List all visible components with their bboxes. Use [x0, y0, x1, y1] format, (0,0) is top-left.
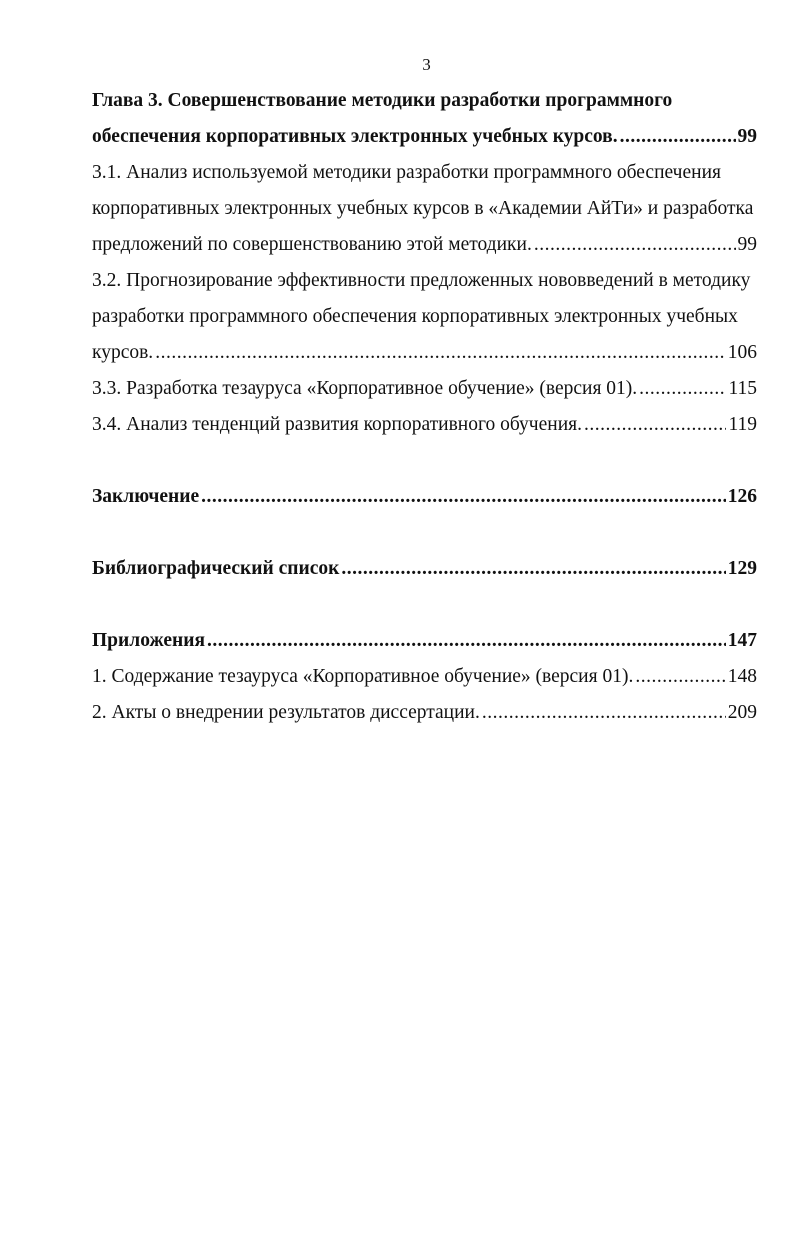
dot-leader — [620, 123, 736, 151]
toc-appendix-1-entry — [92, 663, 757, 699]
toc-bibliography-label: Библиографический список — [92, 558, 340, 579]
toc-bibliography-page: 129 — [727, 558, 757, 579]
toc-section-3-4-entry — [92, 411, 757, 447]
toc-conclusion-entry — [92, 483, 757, 519]
toc-appendices-label: Приложения — [92, 630, 206, 651]
toc-section-3-4-label: 3.4. Анализ тенденций развития корпоративного обучения. — [92, 414, 582, 435]
toc-section-3-1-line1: 3.1. Анализ используемой методики разработки программного обеспечения — [92, 162, 721, 183]
toc-appendix-1-label: 1. Содержание тезауруса «Корпоративное обучение» (версия 01). — [92, 666, 634, 687]
toc-chapter3-title-line1: Глава 3. Совершенствование методики разработки программного — [92, 90, 673, 111]
dot-leader — [207, 627, 726, 655]
toc-chapter3-title-line2: обеспечения корпоративных электронных учебных курсов. — [92, 126, 618, 147]
toc-section-3-3-page: 115 — [728, 378, 757, 399]
toc-bibliography-entry — [92, 555, 757, 591]
toc-appendix-1-page: 148 — [727, 666, 757, 687]
toc-appendix-2-entry — [92, 699, 757, 735]
dot-leader — [534, 231, 736, 259]
toc-section-3-2-line1: 3.2. Прогнозирование эффективности предложенных нововведений в методику — [92, 270, 751, 291]
toc-appendix-2-label: 2. Акты о внедрении результатов диссертации. — [92, 702, 480, 723]
toc-section-3-2-page: 106 — [727, 342, 757, 363]
toc-appendix-2-page: 209 — [727, 702, 757, 723]
dot-leader — [482, 699, 726, 727]
toc-appendices-entry — [92, 627, 757, 663]
page-number: 3 — [422, 55, 431, 74]
toc-conclusion-label: Заключение — [92, 486, 200, 507]
toc-section-3-1-line3: предложений по совершенствованию этой методики. — [92, 234, 532, 255]
toc-section-3-3-entry — [92, 375, 757, 411]
toc-section-3-2-line2: разработки программного обеспечения корпоративных электронных учебных — [92, 306, 738, 327]
dot-leader — [201, 483, 726, 511]
toc-section-3-3-label: 3.3. Разработка тезауруса «Корпоративное обучение» (версия 01). — [92, 378, 638, 399]
toc-chapter3-entry — [92, 123, 757, 159]
toc-section-3-1-page: 99 — [737, 234, 757, 255]
toc-conclusion-page: 126 — [727, 486, 757, 507]
toc-section-3-1-entry — [92, 231, 757, 267]
toc-section-3-4-page: 119 — [728, 414, 757, 435]
dot-leader — [635, 663, 725, 691]
dot-leader — [639, 375, 726, 403]
toc-chapter3-page: 99 — [737, 126, 757, 147]
toc-appendices-page: 147 — [727, 630, 757, 651]
toc-section-3-1-line2: корпоративных электронных учебных курсов в «Академии АйТи» и разработка — [92, 198, 754, 219]
dot-leader — [155, 339, 726, 367]
dot-leader — [584, 411, 726, 439]
table-of-contents — [92, 87, 757, 735]
dot-leader — [341, 555, 725, 583]
toc-section-3-2-line3: курсов. — [92, 342, 154, 363]
toc-section-3-2-entry — [92, 339, 757, 375]
